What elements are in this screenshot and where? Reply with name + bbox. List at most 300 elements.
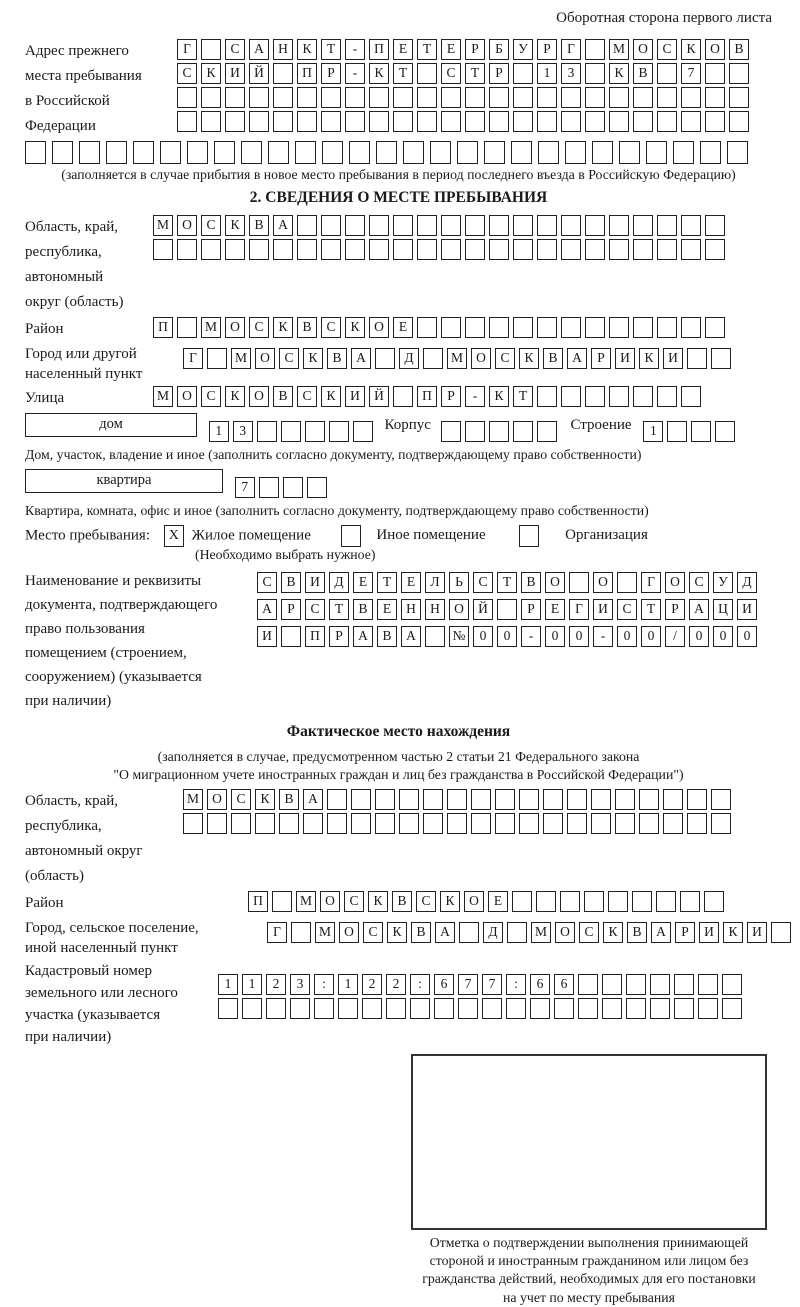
actual-city-label bbox=[25, 918, 260, 958]
city-label-line: населенный пункт bbox=[25, 366, 143, 382]
char-cell: П bbox=[417, 386, 437, 407]
char-cell bbox=[561, 87, 581, 108]
city-cells bbox=[183, 348, 735, 369]
document-row-2 bbox=[257, 599, 761, 620]
char-cell bbox=[465, 87, 485, 108]
char-cell: А bbox=[257, 599, 277, 620]
char-cell bbox=[465, 421, 485, 442]
char-cell bbox=[513, 215, 533, 236]
char-cell bbox=[657, 111, 677, 132]
char-cell bbox=[585, 239, 605, 260]
char-cell bbox=[369, 239, 389, 260]
char-cell: Д bbox=[483, 922, 503, 943]
char-cell: Р bbox=[537, 39, 557, 60]
actual-city-label-line: иной населенный пункт bbox=[25, 940, 178, 956]
stay-place-row bbox=[25, 525, 772, 547]
char-cell bbox=[303, 813, 323, 834]
char-cell bbox=[393, 386, 413, 407]
char-cell bbox=[632, 891, 652, 912]
char-cell: Г bbox=[561, 39, 581, 60]
char-cell: - bbox=[521, 626, 541, 647]
char-cell bbox=[578, 998, 598, 1019]
char-cell: А bbox=[567, 348, 587, 369]
document-row-1 bbox=[257, 572, 761, 593]
char-cell bbox=[489, 421, 509, 442]
char-cell: М bbox=[531, 922, 551, 943]
char-cell: А bbox=[303, 789, 323, 810]
char-cell bbox=[633, 317, 653, 338]
actual-city-label-line: Город, сельское поселение, bbox=[25, 920, 199, 936]
char-cell bbox=[657, 317, 677, 338]
char-cell bbox=[307, 477, 327, 498]
char-cell bbox=[393, 111, 413, 132]
char-cell: С bbox=[617, 599, 637, 620]
char-cell bbox=[423, 813, 443, 834]
stay-option-residential-checkbox: X bbox=[164, 525, 184, 547]
char-cell bbox=[537, 111, 557, 132]
char-cell bbox=[177, 87, 197, 108]
char-cell: К bbox=[639, 348, 659, 369]
char-cell bbox=[295, 141, 316, 164]
char-cell bbox=[225, 111, 245, 132]
char-cell bbox=[425, 626, 445, 647]
char-cell bbox=[441, 87, 461, 108]
char-cell bbox=[715, 421, 735, 442]
char-cell: 6 bbox=[554, 974, 574, 995]
actual-location-caption-1: (заполняется в случае, предусмотренном частью 2 статьи 21 Федерального закона bbox=[157, 749, 640, 764]
char-cell: В bbox=[521, 572, 541, 593]
apartment-caption: Квартира, комната, офис и иное (заполнить согласно документу, подтверждающему право собственности) bbox=[25, 503, 649, 518]
char-cell: И bbox=[225, 63, 245, 84]
char-cell: О bbox=[633, 39, 653, 60]
char-cell bbox=[513, 421, 533, 442]
char-cell bbox=[585, 317, 605, 338]
char-cell bbox=[543, 789, 563, 810]
prev-address-label-line: Федерации bbox=[25, 118, 96, 134]
char-cell: Т bbox=[641, 599, 661, 620]
document-row-3 bbox=[257, 626, 761, 647]
char-cell: П bbox=[248, 891, 268, 912]
prev-address-row-3 bbox=[177, 87, 753, 108]
actual-region-label-line: республика, bbox=[25, 818, 102, 834]
char-cell: А bbox=[353, 626, 373, 647]
char-cell: - bbox=[593, 626, 613, 647]
confirmation-mark-caption-line: гражданства действий, необходимых для его постановки bbox=[422, 1271, 756, 1287]
char-cell: О bbox=[339, 922, 359, 943]
char-cell bbox=[729, 111, 749, 132]
char-cell bbox=[434, 998, 454, 1019]
char-cell: 2 bbox=[362, 974, 382, 995]
char-cell bbox=[646, 141, 667, 164]
char-cell bbox=[705, 111, 725, 132]
stay-option-residential-label: Жилое помещение bbox=[191, 527, 311, 544]
char-cell: М bbox=[231, 348, 251, 369]
char-cell bbox=[187, 141, 208, 164]
char-cell bbox=[639, 789, 659, 810]
actual-city-cells bbox=[267, 922, 795, 943]
char-cell: И bbox=[615, 348, 635, 369]
street-row bbox=[25, 386, 772, 411]
char-cell bbox=[633, 239, 653, 260]
char-cell: Р bbox=[521, 599, 541, 620]
char-cell: В bbox=[353, 599, 373, 620]
confirmation-mark-caption-line: Отметка о подтверждении выполнения принимающей bbox=[429, 1235, 749, 1250]
char-cell: Р bbox=[675, 922, 695, 943]
char-cell: К bbox=[519, 348, 539, 369]
char-cell bbox=[297, 215, 317, 236]
char-cell bbox=[484, 141, 505, 164]
char-cell bbox=[705, 317, 725, 338]
char-cell bbox=[106, 141, 127, 164]
char-cell bbox=[722, 998, 742, 1019]
char-cell bbox=[375, 789, 395, 810]
actual-district-cells bbox=[248, 891, 728, 912]
actual-region-label-line: Область, край, bbox=[25, 793, 119, 809]
char-cell bbox=[465, 111, 485, 132]
char-cell bbox=[602, 974, 622, 995]
char-cell: И bbox=[345, 386, 365, 407]
char-cell: 2 bbox=[386, 974, 406, 995]
char-cell: 0 bbox=[545, 626, 565, 647]
char-cell: Д bbox=[737, 572, 757, 593]
char-cell: В bbox=[327, 348, 347, 369]
char-cell bbox=[393, 87, 413, 108]
char-cell bbox=[663, 789, 683, 810]
char-cell: К bbox=[369, 63, 389, 84]
char-cell bbox=[177, 239, 197, 260]
char-cell: О bbox=[177, 215, 197, 236]
char-cell: К bbox=[297, 39, 317, 60]
char-cell bbox=[283, 477, 303, 498]
char-cell bbox=[711, 789, 731, 810]
char-cell: О bbox=[320, 891, 340, 912]
confirmation-mark-caption bbox=[393, 1234, 785, 1307]
char-cell bbox=[201, 87, 221, 108]
char-cell: Е bbox=[393, 39, 413, 60]
char-cell bbox=[423, 789, 443, 810]
char-cell: Е bbox=[545, 599, 565, 620]
region-label-line: республика, bbox=[25, 244, 102, 260]
char-cell bbox=[609, 239, 629, 260]
actual-region-label-line: (область) bbox=[25, 868, 84, 884]
char-cell bbox=[584, 891, 604, 912]
char-cell bbox=[457, 141, 478, 164]
char-cell: В bbox=[377, 626, 397, 647]
actual-region-row-1 bbox=[183, 789, 735, 810]
char-cell bbox=[177, 111, 197, 132]
char-cell bbox=[513, 87, 533, 108]
prev-address-label bbox=[25, 39, 177, 139]
char-cell bbox=[506, 998, 526, 1019]
char-cell bbox=[585, 111, 605, 132]
char-cell bbox=[183, 813, 203, 834]
char-cell bbox=[447, 789, 467, 810]
char-cell bbox=[465, 317, 485, 338]
char-cell bbox=[386, 998, 406, 1019]
char-cell bbox=[617, 572, 637, 593]
char-cell: В bbox=[273, 386, 293, 407]
char-cell bbox=[321, 111, 341, 132]
char-cell bbox=[214, 141, 235, 164]
char-cell bbox=[441, 239, 461, 260]
char-cell bbox=[321, 87, 341, 108]
char-cell bbox=[722, 974, 742, 995]
char-cell bbox=[705, 87, 725, 108]
char-cell: К bbox=[387, 922, 407, 943]
char-cell bbox=[177, 317, 197, 338]
char-cell bbox=[565, 141, 586, 164]
char-cell bbox=[633, 87, 653, 108]
actual-region-label-line: автономный округ bbox=[25, 843, 143, 859]
char-cell bbox=[241, 141, 262, 164]
char-cell bbox=[537, 215, 557, 236]
char-cell bbox=[513, 63, 533, 84]
char-cell: Р bbox=[591, 348, 611, 369]
char-cell: Й bbox=[369, 386, 389, 407]
char-cell bbox=[290, 998, 310, 1019]
section2-title: 2. СВЕДЕНИЯ О МЕСТЕ ПРЕБЫВАНИЯ bbox=[249, 189, 548, 206]
char-cell bbox=[585, 215, 605, 236]
char-cell bbox=[423, 348, 443, 369]
char-cell bbox=[362, 998, 382, 1019]
char-cell: К bbox=[273, 317, 293, 338]
char-cell bbox=[375, 348, 395, 369]
prev-address-row-1 bbox=[177, 39, 753, 60]
char-cell bbox=[447, 813, 467, 834]
char-cell: А bbox=[689, 599, 709, 620]
char-cell bbox=[705, 63, 725, 84]
char-cell bbox=[663, 813, 683, 834]
cadastre-row-2 bbox=[218, 998, 746, 1019]
cadastre-label-line: при наличии) bbox=[25, 1029, 112, 1045]
char-cell bbox=[609, 317, 629, 338]
char-cell: Д bbox=[329, 572, 349, 593]
document-label-line: сооружением) (указывается bbox=[25, 669, 202, 685]
char-cell bbox=[585, 39, 605, 60]
char-cell bbox=[471, 789, 491, 810]
char-cell: К bbox=[321, 386, 341, 407]
char-cell bbox=[667, 421, 687, 442]
char-cell bbox=[242, 998, 262, 1019]
char-cell bbox=[489, 111, 509, 132]
char-cell: К bbox=[723, 922, 743, 943]
document-label bbox=[25, 569, 257, 713]
char-cell bbox=[619, 141, 640, 164]
char-cell bbox=[530, 998, 550, 1019]
char-cell bbox=[417, 63, 437, 84]
char-cell: В bbox=[633, 63, 653, 84]
char-cell bbox=[369, 111, 389, 132]
char-cell bbox=[345, 111, 365, 132]
char-cell: М bbox=[296, 891, 316, 912]
char-cell bbox=[376, 141, 397, 164]
char-cell: О bbox=[545, 572, 565, 593]
region-grid bbox=[153, 215, 729, 263]
char-cell bbox=[297, 111, 317, 132]
region-row-2 bbox=[153, 239, 729, 260]
char-cell bbox=[375, 813, 395, 834]
char-cell: Л bbox=[425, 572, 445, 593]
char-cell bbox=[458, 998, 478, 1019]
region-row-1 bbox=[153, 215, 729, 236]
char-cell: Н bbox=[273, 39, 293, 60]
char-cell bbox=[561, 215, 581, 236]
char-cell: 0 bbox=[689, 626, 709, 647]
stay-option-organization-checkbox bbox=[519, 525, 539, 547]
actual-district-label: Район bbox=[25, 895, 64, 911]
char-cell: 1 bbox=[643, 421, 663, 442]
char-cell bbox=[687, 789, 707, 810]
region-label-line: округ (область) bbox=[25, 294, 124, 310]
char-cell bbox=[441, 421, 461, 442]
char-cell: Т bbox=[321, 39, 341, 60]
char-cell: О bbox=[449, 599, 469, 620]
actual-district-row bbox=[25, 891, 772, 916]
confirmation-mark-box bbox=[411, 1054, 767, 1230]
stroenie-label: Строение bbox=[570, 417, 632, 433]
char-cell: И bbox=[663, 348, 683, 369]
char-cell bbox=[349, 141, 370, 164]
char-cell bbox=[441, 111, 461, 132]
apartment-cells bbox=[235, 477, 331, 498]
char-cell bbox=[537, 87, 557, 108]
char-cell bbox=[410, 998, 430, 1019]
char-cell bbox=[602, 998, 622, 1019]
char-cell bbox=[656, 891, 676, 912]
char-cell bbox=[561, 239, 581, 260]
char-cell bbox=[538, 141, 559, 164]
char-cell bbox=[537, 386, 557, 407]
cadastre-label-line: участка (указывается bbox=[25, 1007, 161, 1023]
char-cell: 2 bbox=[266, 974, 286, 995]
char-cell bbox=[609, 111, 629, 132]
char-cell bbox=[160, 141, 181, 164]
char-cell: О bbox=[249, 386, 269, 407]
char-cell: К bbox=[225, 386, 245, 407]
char-cell bbox=[403, 141, 424, 164]
char-cell: 3 bbox=[233, 421, 253, 442]
cadastre-row-1 bbox=[218, 974, 746, 995]
document-label-line: при наличии) bbox=[25, 693, 112, 709]
char-cell: С bbox=[201, 215, 221, 236]
char-cell bbox=[79, 141, 100, 164]
char-cell: С bbox=[225, 39, 245, 60]
char-cell bbox=[345, 215, 365, 236]
actual-city-row bbox=[25, 918, 772, 958]
char-cell bbox=[626, 974, 646, 995]
document-label-line: право пользования bbox=[25, 621, 145, 637]
char-cell: О bbox=[255, 348, 275, 369]
char-cell bbox=[687, 813, 707, 834]
char-cell bbox=[207, 813, 227, 834]
char-cell: Ц bbox=[713, 599, 733, 620]
char-cell: С bbox=[363, 922, 383, 943]
char-cell: К bbox=[225, 215, 245, 236]
char-cell bbox=[633, 215, 653, 236]
actual-location-caption-2: "О миграционном учете иностранных граждан и лиц без гражданства в Российской Федерации") bbox=[113, 767, 684, 782]
char-cell bbox=[615, 813, 635, 834]
char-cell bbox=[626, 998, 646, 1019]
char-cell: Ь bbox=[449, 572, 469, 593]
page-side-title: Оборотная сторона первого листа bbox=[556, 10, 772, 26]
char-cell: 1 bbox=[218, 974, 238, 995]
char-cell bbox=[495, 813, 515, 834]
char-cell: С bbox=[579, 922, 599, 943]
prev-address-row-5 bbox=[25, 141, 772, 164]
char-cell: Й bbox=[249, 63, 269, 84]
char-cell: : bbox=[314, 974, 334, 995]
char-cell: О bbox=[207, 789, 227, 810]
char-cell bbox=[489, 87, 509, 108]
char-cell bbox=[511, 141, 532, 164]
char-cell: - bbox=[465, 386, 485, 407]
char-cell: И bbox=[699, 922, 719, 943]
char-cell bbox=[681, 239, 701, 260]
char-cell bbox=[255, 813, 275, 834]
char-cell: Е bbox=[393, 317, 413, 338]
char-cell: 3 bbox=[290, 974, 310, 995]
korpus-cells bbox=[441, 421, 561, 442]
char-cell: / bbox=[665, 626, 685, 647]
city-label-line: Город или другой bbox=[25, 346, 137, 362]
char-cell bbox=[639, 813, 659, 834]
char-cell bbox=[609, 215, 629, 236]
char-cell bbox=[322, 141, 343, 164]
char-cell bbox=[201, 239, 221, 260]
char-cell: Б bbox=[489, 39, 509, 60]
char-cell bbox=[345, 87, 365, 108]
char-cell bbox=[327, 813, 347, 834]
char-cell bbox=[225, 87, 245, 108]
char-cell: П bbox=[297, 63, 317, 84]
stay-option-other-label: Иное помещение bbox=[376, 527, 486, 544]
char-cell bbox=[513, 239, 533, 260]
char-cell bbox=[560, 891, 580, 912]
char-cell: Е bbox=[401, 572, 421, 593]
char-cell bbox=[489, 215, 509, 236]
char-cell bbox=[459, 922, 479, 943]
char-cell: Р bbox=[465, 39, 485, 60]
char-cell bbox=[727, 141, 748, 164]
char-cell bbox=[369, 87, 389, 108]
char-cell bbox=[650, 998, 670, 1019]
char-cell bbox=[615, 789, 635, 810]
char-cell: 6 bbox=[434, 974, 454, 995]
prev-address-caption: (заполняется в случае прибытия в новое место пребывания в период последнего въезда в Российскую Федерацию) bbox=[61, 167, 736, 182]
char-cell bbox=[657, 87, 677, 108]
confirmation-mark-area bbox=[393, 1054, 785, 1307]
char-cell bbox=[441, 215, 461, 236]
actual-location-heading: Фактическое место нахождения bbox=[286, 723, 511, 740]
cadastre-label-line: Кадастровый номер bbox=[25, 963, 152, 979]
char-cell: К bbox=[345, 317, 365, 338]
char-cell bbox=[711, 813, 731, 834]
street-cells bbox=[153, 386, 705, 407]
char-cell: Н bbox=[425, 599, 445, 620]
char-cell bbox=[543, 813, 563, 834]
char-cell bbox=[351, 789, 371, 810]
char-cell: К bbox=[489, 386, 509, 407]
char-cell bbox=[650, 974, 670, 995]
char-cell bbox=[495, 789, 515, 810]
char-cell bbox=[249, 87, 269, 108]
char-cell bbox=[711, 348, 731, 369]
char-cell bbox=[273, 239, 293, 260]
char-cell bbox=[729, 63, 749, 84]
char-cell: - bbox=[345, 39, 365, 60]
char-cell: С bbox=[321, 317, 341, 338]
char-cell: 0 bbox=[737, 626, 757, 647]
